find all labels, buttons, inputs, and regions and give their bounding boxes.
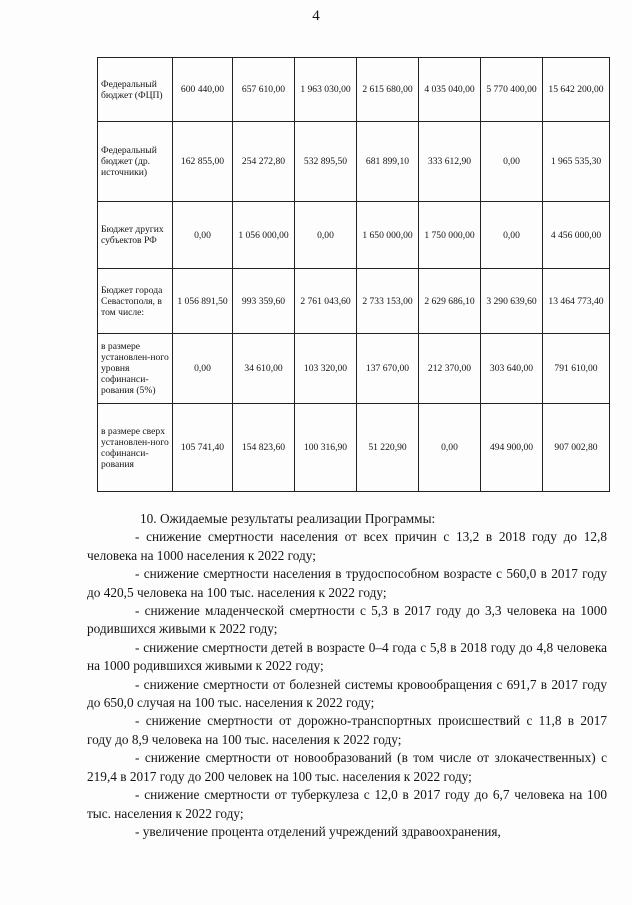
- table-cell: 0,00: [173, 202, 233, 269]
- table-cell: 1 963 030,00: [295, 58, 357, 122]
- expected-results-section: [87, 510, 607, 841]
- table-row: [98, 122, 610, 202]
- budget-table: [97, 57, 610, 492]
- list-item: - снижение смертности населения от всех причин с 13,2 в 2018 году до 12,8 человека на 1000 населения к 2022 году;: [87, 529, 607, 563]
- table-cell: 105 741,40: [173, 404, 233, 492]
- table-cell: 2 761 043,60: [295, 269, 357, 334]
- table-row: [98, 404, 610, 492]
- table-cell: 15 642 200,00: [543, 58, 610, 122]
- list-item: - снижение смертности детей в возрасте 0–4 года с 5,8 в 2018 году до 4,8 человека на 1000 родившихся живыми к 2022 году;: [87, 639, 607, 674]
- list-item: - снижение смертности от туберкулеза с 12,0 в 2017 году до 6,7 человека на 100 тыс. населения к 2022 году;: [87, 787, 607, 821]
- table-cell: 681 899,10: [357, 122, 419, 202]
- table-cell: 254 272,80: [233, 122, 295, 202]
- table-cell: 2 733 153,00: [357, 269, 419, 334]
- table-cell: 162 855,00: [173, 122, 233, 202]
- row-label: Бюджет других субъектов РФ: [98, 202, 173, 269]
- table-cell: 333 612,90: [419, 122, 481, 202]
- table-cell: 532 895,50: [295, 122, 357, 202]
- table-cell: 0,00: [419, 404, 481, 492]
- table-cell: 0,00: [481, 122, 543, 202]
- table-row: [98, 269, 610, 334]
- section-heading: 10. Ожидаемые результаты реализации Программы:: [140, 511, 436, 526]
- table-cell: 657 610,00: [233, 58, 295, 122]
- table-cell: 0,00: [481, 202, 543, 269]
- table-cell: 303 640,00: [481, 334, 543, 404]
- table-cell: 4 456 000,00: [543, 202, 610, 269]
- row-label: Федеральный бюджет (ФЦП): [98, 58, 173, 122]
- row-label: Бюджет города Севастополя, в том числе:: [98, 269, 173, 334]
- table-cell: 212 370,00: [419, 334, 481, 404]
- table-cell: 154 823,60: [233, 404, 295, 492]
- table-cell: 100 316,90: [295, 404, 357, 492]
- list-item: - снижение смертности от дорожно-транспортных происшествий с 11,8 в 2017 году до 8,9 человека на 100 тыс. населения к 2022 году;: [87, 713, 607, 747]
- table-cell: 1 750 000,00: [419, 202, 481, 269]
- table-cell: 1 056 000,00: [233, 202, 295, 269]
- page-number: 4: [312, 8, 320, 24]
- table-cell: 34 610,00: [233, 334, 295, 404]
- table-cell: 1 965 535,30: [543, 122, 610, 202]
- table-cell: 1 056 891,50: [173, 269, 233, 334]
- table-cell: 51 220,90: [357, 404, 419, 492]
- list-item: - снижение младенческой смертности с 5,3 в 2017 году до 3,3 человека на 1000 родившихся живыми к 2022 году;: [87, 603, 607, 637]
- table-cell: 2 615 680,00: [357, 58, 419, 122]
- table-cell: 600 440,00: [173, 58, 233, 122]
- table-cell: 5 770 400,00: [481, 58, 543, 122]
- list-item: - снижение смертности населения в трудоспособном возрасте с 560,0 в 2017 году до 420,5 человека на 100 тыс. населения к 2022 году;: [87, 566, 607, 600]
- table-cell: 103 320,00: [295, 334, 357, 404]
- table-row: [98, 334, 610, 404]
- table-row: [98, 58, 610, 122]
- row-label: в размере сверх установлен-ного софинанси-рования: [98, 404, 173, 492]
- list-item: - снижение смертности от болезней системы кровообращения с 691,7 в 2017 году до 650,0 случая на 100 тыс. населения к 2022 году;: [87, 676, 607, 711]
- table-cell: 0,00: [295, 202, 357, 269]
- table-cell: 13 464 773,40: [543, 269, 610, 334]
- list-item: - увеличение процента отделений учреждений здравоохранения,: [135, 823, 501, 839]
- table-cell: 1 650 000,00: [357, 202, 419, 269]
- row-label: Федеральный бюджет (др. источники): [98, 122, 173, 202]
- table-row: [98, 202, 610, 269]
- list-item: - снижение смертности от новообразований (в том числе от злокачественных) с 219,4 в 2017 году до 200 человек на 100 тыс. населения к 2022 году;: [87, 750, 607, 784]
- table-cell: 791 610,00: [543, 334, 610, 404]
- table-cell: 137 670,00: [357, 334, 419, 404]
- table-cell: 494 900,00: [481, 404, 543, 492]
- table-cell: 993 359,60: [233, 269, 295, 334]
- table-cell: 4 035 040,00: [419, 58, 481, 122]
- table-cell: 3 290 639,60: [481, 269, 543, 334]
- table-cell: 2 629 686,10: [419, 269, 481, 334]
- table-cell: 907 002,80: [543, 404, 610, 492]
- table-cell: 0,00: [173, 334, 233, 404]
- row-label: в размере установлен-ного уровня софинанси-рования (5%): [98, 334, 173, 404]
